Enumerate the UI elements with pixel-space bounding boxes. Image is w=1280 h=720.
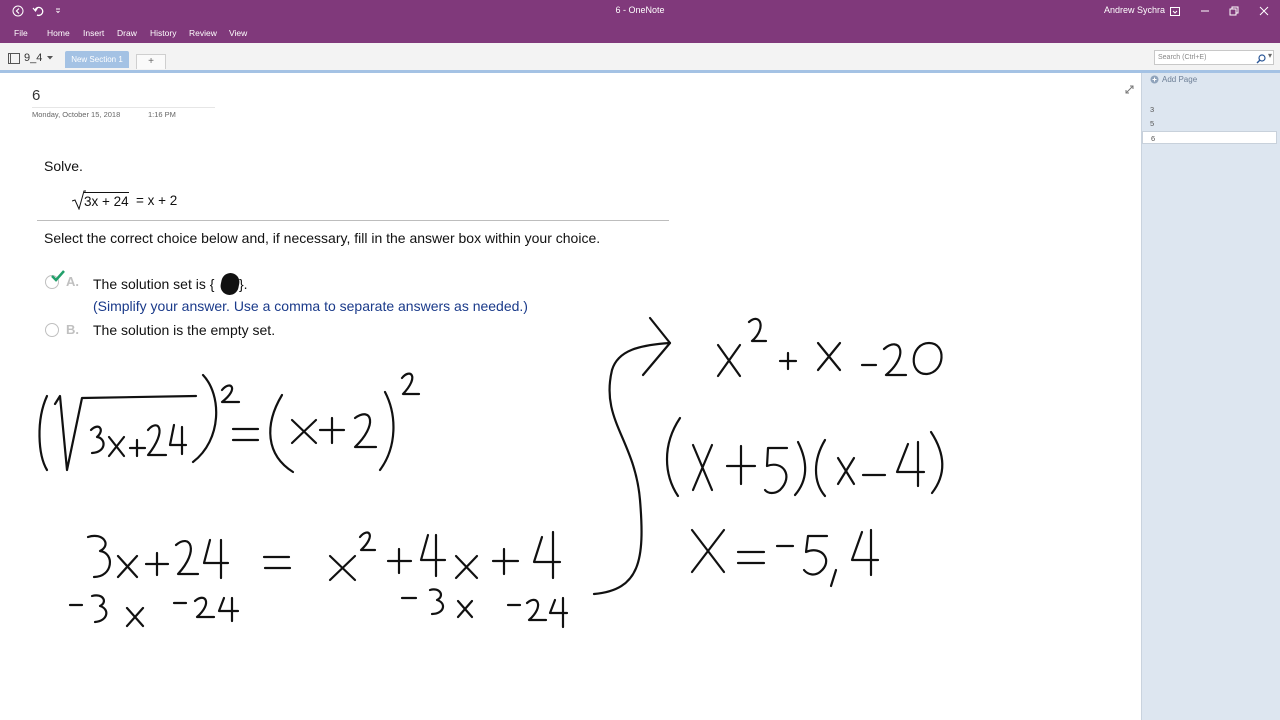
user-name[interactable]: Andrew Sychra <box>1103 5 1165 15</box>
section-tab-bar <box>0 43 1280 71</box>
search-icon[interactable] <box>1256 51 1266 69</box>
menu-file[interactable]: File <box>14 28 28 38</box>
page-item-6[interactable]: 6 <box>1142 131 1277 144</box>
choice-b-text: The solution is the empty set. <box>93 322 276 338</box>
search-scope-chevron-icon[interactable]: ▾ <box>1268 51 1273 60</box>
notebook-selector[interactable] <box>8 52 54 64</box>
title-underline <box>32 107 215 108</box>
expand-icon[interactable] <box>1125 81 1134 99</box>
add-page-label: Add Page <box>1162 75 1198 84</box>
plus-circle-icon <box>1150 75 1159 84</box>
restore-icon[interactable] <box>1225 2 1243 20</box>
menu-review[interactable]: Review <box>189 28 217 38</box>
ribbon-display-icon[interactable] <box>1166 2 1184 20</box>
minimize-icon[interactable] <box>1196 2 1214 20</box>
add-page-button[interactable] <box>1150 75 1197 84</box>
chevron-down-icon <box>46 55 54 61</box>
page-title[interactable]: 6 <box>32 87 41 104</box>
notebook-name: 9_4 <box>24 52 43 64</box>
page-time: 1:16 PM <box>148 110 176 119</box>
answer-box-scribbled[interactable] <box>219 271 241 296</box>
section-tab-new-section-1[interactable]: New Section 1 <box>65 51 129 68</box>
menu-history[interactable]: History <box>150 28 177 38</box>
choice-a-hint: (Simplify your answer. Use a comma to separate answers as needed.) <box>93 298 528 314</box>
menu-home[interactable]: Home <box>47 28 70 38</box>
equation-radicand: 3x + 24 <box>84 194 129 209</box>
choice-a-close: }. <box>239 276 248 292</box>
notebook-icon <box>8 53 20 64</box>
question-prompt: Solve. <box>44 158 83 174</box>
add-section-button[interactable]: + <box>136 54 166 69</box>
check-icon <box>51 270 65 282</box>
page-canvas[interactable] <box>0 73 1141 720</box>
menu-insert[interactable]: Insert <box>83 28 105 38</box>
choice-a-text: The solution set is { <box>93 276 215 292</box>
question-instruction: Select the correct choice below and, if necessary, fill in the answer box within your choice. <box>44 230 601 246</box>
question-divider <box>37 220 669 221</box>
page-item-3[interactable]: 3 <box>1150 105 1155 114</box>
menu-draw[interactable]: Draw <box>117 28 137 38</box>
ribbon-tabs <box>0 22 1280 43</box>
title-bar <box>0 0 1280 22</box>
choice-a-letter: A. <box>66 274 79 289</box>
page-date: Monday, October 15, 2018 <box>32 110 121 119</box>
equation-rhs: = x + 2 <box>136 193 178 208</box>
menu-view[interactable]: View <box>229 28 248 38</box>
page-item-5[interactable]: 5 <box>1150 119 1155 128</box>
search-input[interactable]: Search (Ctrl+E) <box>1154 50 1274 65</box>
pages-pane <box>1141 73 1280 720</box>
choice-b-letter: B. <box>66 322 79 337</box>
close-icon[interactable] <box>1255 2 1273 20</box>
choice-b-radio[interactable] <box>45 323 59 337</box>
window-title: 6 - OneNote <box>615 5 665 15</box>
